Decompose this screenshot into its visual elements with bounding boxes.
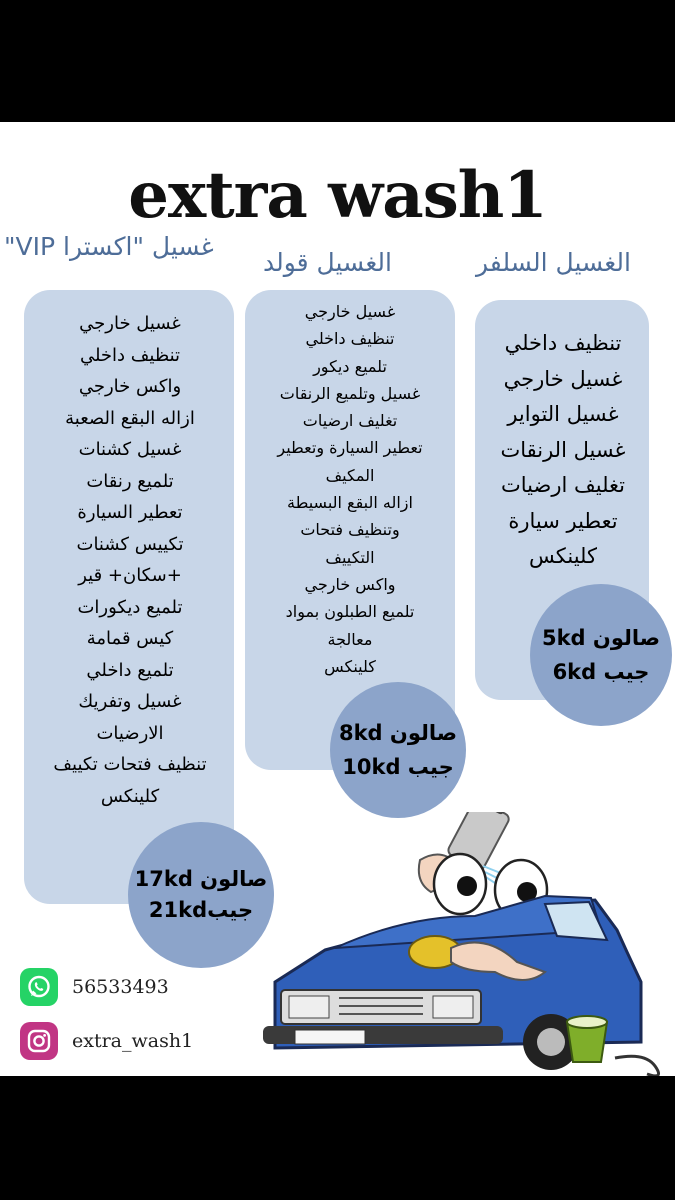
list-item: تلميع ديكور — [313, 356, 387, 376]
list-item: الارضيات — [96, 722, 164, 744]
list-item: غسيل خارجي — [79, 313, 181, 334]
whatsapp-icon — [20, 968, 58, 1006]
list-item: غسيل وتفريك — [78, 691, 182, 712]
car-wash-illustration — [255, 812, 675, 1076]
list-item: وتنظيف فتحات — [300, 520, 400, 540]
list-item: غسيل الرنقات — [500, 437, 626, 462]
list-item: المكيف — [325, 465, 375, 485]
package-items-gold — [243, 298, 457, 680]
price-line: جيب21kd — [148, 898, 254, 922]
instagram-contact[interactable] — [20, 1022, 193, 1060]
list-item: تلميع الطبلون بمواد — [285, 602, 415, 622]
list-item: تنظيف داخلي — [79, 344, 181, 366]
package-title-gold: الغسيل قولد — [263, 248, 392, 277]
list-item: ازاله البقع البسيطة — [287, 493, 413, 513]
poster — [0, 122, 675, 1076]
list-item: ازاله البقع الصعبة — [65, 407, 195, 429]
list-item: معالجة — [327, 629, 373, 649]
list-item: تنظيف داخلي — [504, 331, 622, 355]
package-items-silver — [478, 326, 648, 575]
list-item: تلميع ديكورات — [77, 596, 183, 618]
list-item: تعطير السيارة وتعطير — [277, 438, 423, 458]
list-item: تلميع داخلي — [86, 659, 174, 681]
list-item: تعطير السيارة — [77, 502, 183, 523]
instagram-handle: extra_wash1 — [72, 1030, 194, 1052]
list-item: كلينكس — [529, 544, 597, 568]
list-item: غسيل خارجي — [503, 366, 623, 391]
list-item: تعطير سيارة — [508, 508, 618, 533]
list-item: تلميع رنقات — [86, 470, 174, 492]
list-item: تكييس كشنات — [76, 533, 184, 555]
list-item: تنظيف داخلي — [305, 329, 395, 349]
list-item: تنظيف فتحات تكييف — [53, 754, 207, 775]
list-item: غسيل خارجي — [304, 302, 396, 321]
instagram-icon — [20, 1022, 58, 1060]
whatsapp-contact[interactable] — [20, 968, 169, 1006]
list-item: غسيل كشنات — [78, 439, 182, 460]
whatsapp-number: 56533493 — [72, 976, 169, 998]
list-item: تغليف ارضيات — [501, 473, 625, 497]
list-item: واكس خارجي — [304, 574, 396, 594]
list-item: تغليف ارضيات — [302, 411, 398, 431]
price-line: صالون 8kd — [338, 721, 458, 745]
list-item: +سكان+ قير — [78, 565, 182, 586]
price-badge-gold — [330, 682, 466, 818]
package-title-vip: غسيل "اكسترا VIP" — [4, 232, 214, 261]
price-line: جيب 6kd — [552, 660, 650, 684]
brand-title: extra wash1 — [128, 158, 547, 233]
price-badge-silver — [530, 584, 672, 726]
list-item: واكس خارجي — [78, 376, 182, 397]
list-item: غسيل وتلميع الرنقات — [279, 383, 421, 403]
list-item: التكييف — [325, 547, 375, 567]
price-line: صالون 17kd — [134, 867, 268, 891]
price-badge-vip — [128, 822, 274, 968]
list-item: كلينكس — [324, 656, 376, 676]
package-title-silver: الغسيل السلفر — [476, 248, 631, 277]
list-item: كلينكس — [100, 785, 160, 807]
price-line: جيب 10kd — [342, 755, 454, 779]
list-item: كيس قمامة — [86, 628, 174, 649]
list-item: غسيل التواير — [507, 402, 619, 426]
price-line: صالون 5kd — [541, 626, 661, 650]
package-items-vip — [20, 308, 240, 812]
